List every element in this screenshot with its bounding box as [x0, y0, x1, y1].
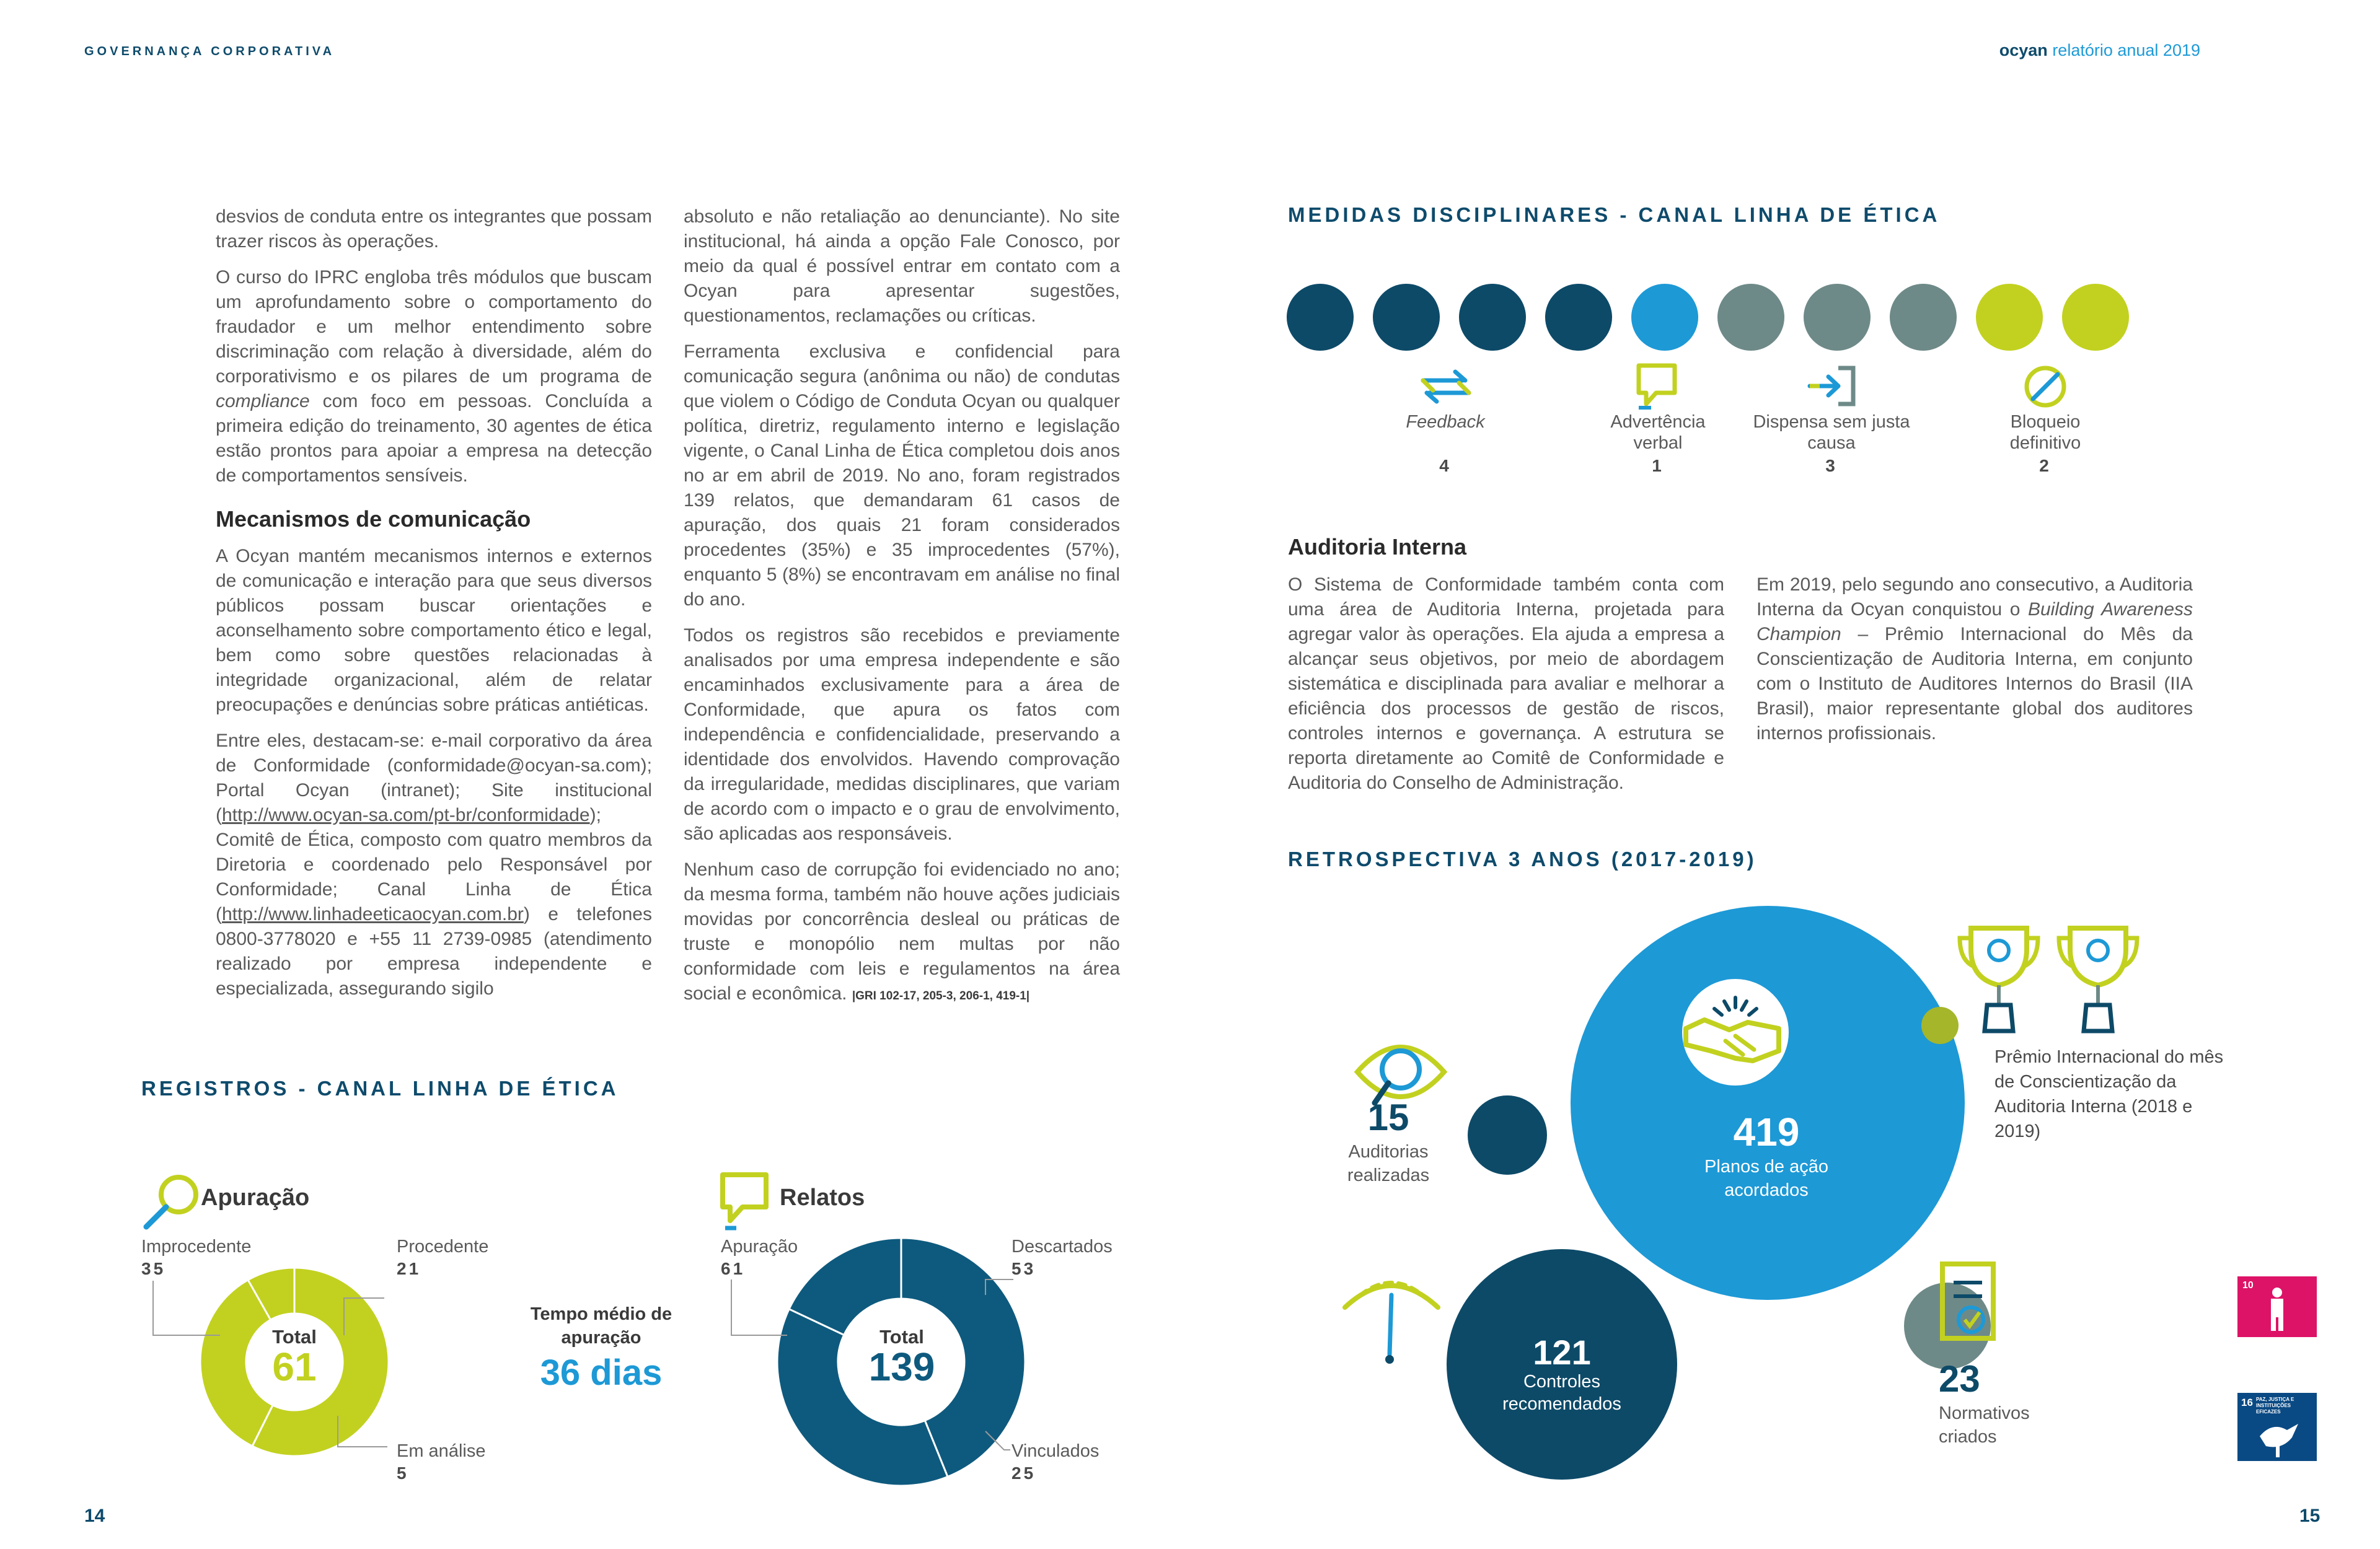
paragraph: Todos os registros são recebidos e previamente analisados por uma empresa independente e são encaminhados exclusivamente para a área de Conformidade, que apura os fatos com independência e confidencialidade, preservando a identidade dos envolvidos. Havendo comprovação da irregularidade, medidas disciplinares, que variam de acordo com o impacto e o grau de envolvimento, são aplicadas aos responsáveis.	[684, 625, 1120, 844]
controles-value: 121	[1533, 1333, 1591, 1372]
planos-label: Planos de ação acordados	[1704, 1157, 1828, 1200]
auditorias-label: Auditorias realizadas	[1347, 1142, 1430, 1185]
paragraph: desvios de conduta entre os integrantes que possam trazer riscos às operações.	[216, 206, 652, 252]
donut-center-relatos	[843, 1326, 961, 1389]
link-linha-etica[interactable]: http://www.linhadeeticaocyan.com.br	[222, 904, 524, 924]
trophy-icon	[1960, 928, 2038, 1031]
paragraph: O Sistema de Conformidade também conta com uma área de Auditoria Interna, projetada para agregar valor às operações. Ela ajuda a empresa a alcançar seus objetivos, por meio de abordagem sistemática e disciplinada para avaliar e melhorar a eficiência dos processos de gestão de riscos, controles internos e governança. A estrutura se reporta diretamente ao Comitê de Conformidade e Auditoria do Conselho de Administração.	[1288, 574, 1724, 793]
medida-label-dispensa: Dispensa sem justa causa	[1753, 412, 1910, 453]
feedback-arrows-icon	[1418, 366, 1474, 406]
premio-label: Prêmio Internacional do mês de Conscientização da Auditoria Interna (2018 e 2019)	[1994, 1047, 2224, 1141]
normativos-block	[1939, 1358, 2063, 1449]
chat-bubble-icon	[718, 1170, 774, 1232]
medida-value: 4	[1439, 456, 1452, 475]
paragraph: Em 2019, pelo segundo ano consecutivo, a Auditoria Interna da Ocyan conquistou o Building Awareness Champion – Prêmio Internacional do Mês da Conscientização de Auditoria Interna, em conjunto com o Instituto de Auditores Internos do Brasil (IIA Brasil), maior representante global dos auditores internos profissionais.	[1756, 574, 2193, 744]
donut-chart-apuracao	[139, 1242, 573, 1503]
handshake-disc	[1682, 979, 1789, 1086]
legend-value: 53	[1011, 1259, 1036, 1278]
legend-label: Apuração	[721, 1237, 798, 1257]
legend-value: 5	[397, 1463, 409, 1483]
auditorias-block	[1339, 1099, 1438, 1187]
bubble-small-green	[1921, 1007, 1959, 1044]
report-header	[1999, 41, 2200, 60]
controles-block	[1488, 1335, 1636, 1415]
normativos-value: 23	[1939, 1358, 1980, 1400]
paragraph: Entre eles, destacam-se: e-mail corporativo da área de Conformidade (conformidade@ocyan-sa.com); Portal Ocyan (intranet); Site institucional (http://www.ocyan-sa.com/pt-br/conformidade); Comitê de Ética, composto com quatro membros da Diretoria e coordenado pelo Responsável por Conformidade; Canal Linha de Ética (http://www.linhadeeticaocyan.com.br) e telefones 0800-3778020 e +55 11 2739-0985 (atendimento realizado por empresa independente e especializada, assegurando sigilo	[216, 731, 652, 999]
medida-dot	[1459, 284, 1526, 351]
tempo-medio-value: 36 dias	[540, 1353, 663, 1393]
gauge-icon	[1345, 1283, 1438, 1364]
medida-dot	[1631, 284, 1698, 351]
medida-label-feedback: Feedback	[1406, 412, 1485, 432]
medida-label-bloqueio: Bloqueio definitivo	[2009, 412, 2081, 453]
section-header: GOVERNANÇA CORPORATIVA	[84, 45, 335, 58]
equality-icon	[2262, 1286, 2292, 1332]
tempo-medio-label: Tempo médio de apuração	[530, 1304, 672, 1348]
total-value: 61	[272, 1345, 317, 1389]
total-label: Total	[879, 1326, 924, 1348]
legend-label: Em análise	[397, 1441, 486, 1461]
legend-value: 25	[1011, 1463, 1036, 1483]
ods-16-badge: 16 PAZ, JUSTIÇA E INSTITUIÇÕES EFICAZES	[2237, 1393, 2317, 1461]
medida-dot	[1287, 284, 1354, 351]
total-value: 139	[868, 1345, 935, 1389]
controles-label: Controles recomendados	[1502, 1372, 1621, 1414]
registros-title: REGISTROS - CANAL LINHA DE ÉTICA	[141, 1077, 619, 1100]
gri-reference: |GRI 102-17, 205-3, 206-1, 419-1|	[852, 990, 1030, 1003]
medidas-title: MEDIDAS DISCIPLINARES - CANAL LINHA DE ÉTICA	[1288, 203, 1941, 226]
medida-dot	[1373, 284, 1440, 351]
link-conformidade[interactable]: http://www.ocyan-sa.com/pt-br/conformidade	[222, 805, 590, 825]
legend-value: 61	[721, 1259, 746, 1278]
medida-dot	[1545, 284, 1612, 351]
dove-icon	[2254, 1415, 2303, 1459]
legend-value: 35	[141, 1259, 166, 1278]
normativos-label: Normativos criados	[1939, 1403, 2030, 1447]
leader-line	[731, 1279, 787, 1335]
trophy-icon	[2059, 928, 2137, 1031]
auditorias-value: 15	[1367, 1097, 1409, 1138]
text-column-1	[216, 204, 652, 1012]
block-icon	[2022, 363, 2071, 413]
text-column-2	[684, 204, 1120, 1020]
legend-value: 21	[397, 1259, 421, 1278]
retrospectiva-title: RETROSPECTIVA 3 ANOS (2017-2019)	[1288, 848, 1757, 871]
legend-label: Vinculados	[1011, 1441, 1100, 1461]
medida-value: 3	[1825, 456, 1838, 475]
paragraph: A Ocyan mantém mecanismos internos e externos de comunicação e interação para que seus diversos públicos possam buscar orientações e aconselhamento sobre comportamento ético e legal, bem como sobre questões relacionadas à integridade organizacional, além de relatar preocupações e denúncias sobre práticas antiéticas.	[216, 546, 652, 715]
legend-label: Descartados	[1011, 1237, 1113, 1257]
auditoria-column-2	[1756, 573, 2193, 757]
paragraph: Ferramenta exclusiva e confidencial para comunicação segura (anônima ou não) de condutas que violem o Código de Conduta Ocyan ou qualquer política, diretriz, regulamento interno e legislação vigente, o Canal Linha de Ética completou dois anos no ar em abril de 2019. No ano, foram registrados 139 relatos, que demandaram 61 casos de apuração, dos quais 21 foram considerados procedentes (35%) e 35 improcedentes (57%), enquanto 5 (8%) se encontravam em análise no final do ano.	[684, 341, 1120, 610]
auditoria-heading: Auditoria Interna	[1288, 534, 1467, 559]
bubble-planos	[1571, 906, 1965, 1300]
heading-mecanismos: Mecanismos de comunicação	[216, 506, 531, 532]
report-name: relatório anual 2019	[2052, 41, 2200, 59]
page-number-left: 14	[84, 1506, 105, 1526]
paragraph: absoluto e não retaliação ao denunciante). No site institucional, há ainda a opção Fale Conosco, por meio da qual é possível entrar em contato com a Ocyan para apresentar sugestões, questionamentos, reclamações ou críticas.	[684, 206, 1120, 326]
retrospectiva-bubbles	[1302, 898, 2231, 1506]
medida-dot	[2062, 284, 2129, 351]
medida-label-advertencia: Advertência verbal	[1610, 412, 1706, 453]
medida-dot	[1717, 284, 1784, 351]
chart-title-apuracao: Apuração	[201, 1185, 310, 1211]
page-number-right: 15	[2299, 1506, 2320, 1526]
brand-name: ocyan	[1999, 41, 2048, 59]
medida-dot	[1804, 284, 1871, 351]
chart-title-relatos: Relatos	[780, 1185, 865, 1211]
medida-value: 1	[1652, 456, 1664, 475]
planos-block	[1661, 1109, 1872, 1202]
exit-door-icon	[1805, 363, 1861, 409]
speech-bubble-icon	[1634, 361, 1683, 410]
medida-value: 2	[2039, 456, 2052, 475]
search-icon	[141, 1171, 203, 1233]
legend-label: Improcedente	[141, 1237, 252, 1257]
medida-dot	[1890, 284, 1957, 351]
bubble-dark	[1468, 1095, 1547, 1175]
total-label: Total	[272, 1326, 317, 1348]
planos-value: 419	[1733, 1110, 1800, 1154]
paragraph: O curso do IPRC engloba três módulos que buscam um aprofundamento sobre o comportamento do fraudador e um melhor entendimento sobre discriminação com relação à diversidade, além do corporativismo e os pilares de um programa de compliance com foco em pessoas. Concluída a primeira edição do treinamento, 30 agentes de ética estão prontos para apoiar a empresa na detecção de comportamentos sensíveis.	[216, 267, 652, 486]
medida-dot	[1976, 284, 2043, 351]
medidas-dots	[1287, 284, 2130, 351]
ods-10-badge: 10	[2237, 1276, 2317, 1337]
donut-center-apuracao	[236, 1326, 353, 1389]
auditoria-column-1	[1288, 573, 1724, 807]
paragraph: Nenhum caso de corrupção foi evidenciado no ano; da mesma forma, também não houve ações judiciais movidas por concorrência desleal ou práticas de truste e monopólio nem multas por não conformidade com leis e regulamentos na área social e econômica. |GRI 102-17, 205-3, 206-1, 419-1|	[684, 859, 1120, 1004]
eye-search-icon	[1357, 1047, 1444, 1103]
legend-label: Procedente	[397, 1237, 489, 1257]
